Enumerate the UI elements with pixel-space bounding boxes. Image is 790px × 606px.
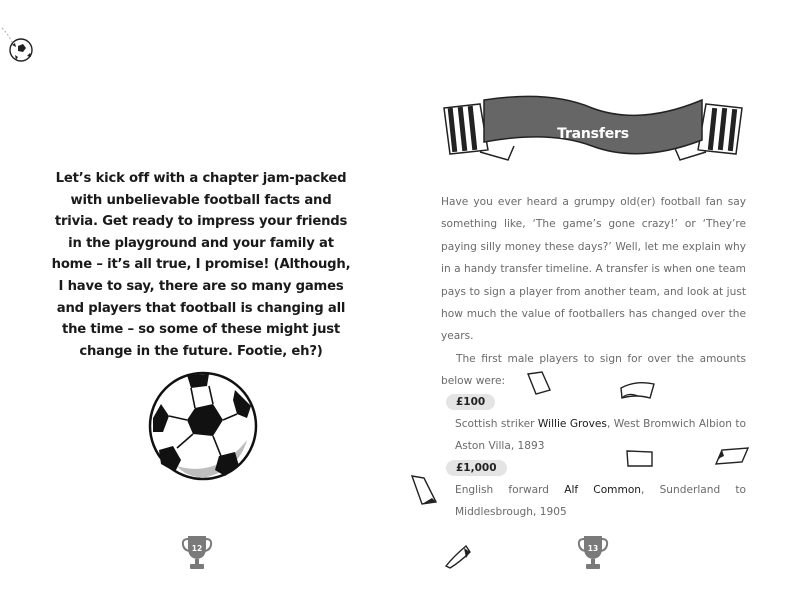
banknote-icon — [712, 444, 752, 470]
player-name: Alf Common — [564, 484, 642, 496]
intro-text: Let’s kick off with a chapter jam-packed with unbelievable football facts and trivia. Get ready to impress your friends in the playground and your family at home – it’s all true, I promise! (Although, I have to say, there are so many games and players that football is changing all the time – so some of these might just change in the future. Footie, eh?) — [51, 171, 351, 359]
transfer-description — [455, 413, 746, 458]
small-football-icon — [0, 22, 40, 66]
banknote-icon — [444, 542, 474, 570]
page-number: 12 — [191, 544, 203, 553]
body-text — [441, 191, 746, 393]
banknote-icon — [524, 370, 554, 396]
description-text: , West Bromwich Albion to Aston Villa, 1893 — [455, 418, 746, 453]
amount-badge: £100 — [446, 394, 495, 410]
description-text: , Sunderland to Middlesbrough, 1905 — [455, 484, 746, 519]
amount-badge: £1,000 — [446, 460, 507, 476]
description-text: Scottish striker — [455, 418, 538, 430]
banknote-icon — [624, 448, 656, 470]
transfer-description — [455, 479, 746, 524]
description-text: English forward — [455, 484, 565, 496]
chapter-title: Transfers — [557, 126, 629, 142]
player-name: Willie Groves — [537, 418, 607, 430]
paragraph: Have you ever heard a grumpy old(er) football fan say something like, ‘The game’s gone crazy!’ or ‘They’re paying silly money these days?’ Well, let me explain why in a handy transfer timeline. A transfer is when one team pays to sign a player from another team, and look at just how much the value of footballers has changed over the years. — [441, 196, 746, 343]
page-number: 13 — [587, 544, 599, 553]
banknote-icon — [406, 472, 440, 508]
transfer-entry — [455, 458, 746, 524]
transfer-entry — [455, 392, 746, 458]
page-number-trophy-left — [181, 534, 213, 570]
page-number-trophy-right — [577, 534, 609, 570]
banknote-icon — [618, 380, 658, 402]
football-icon — [147, 370, 259, 482]
paragraph: The first male players to sign for over the amounts below were: — [441, 352, 746, 388]
